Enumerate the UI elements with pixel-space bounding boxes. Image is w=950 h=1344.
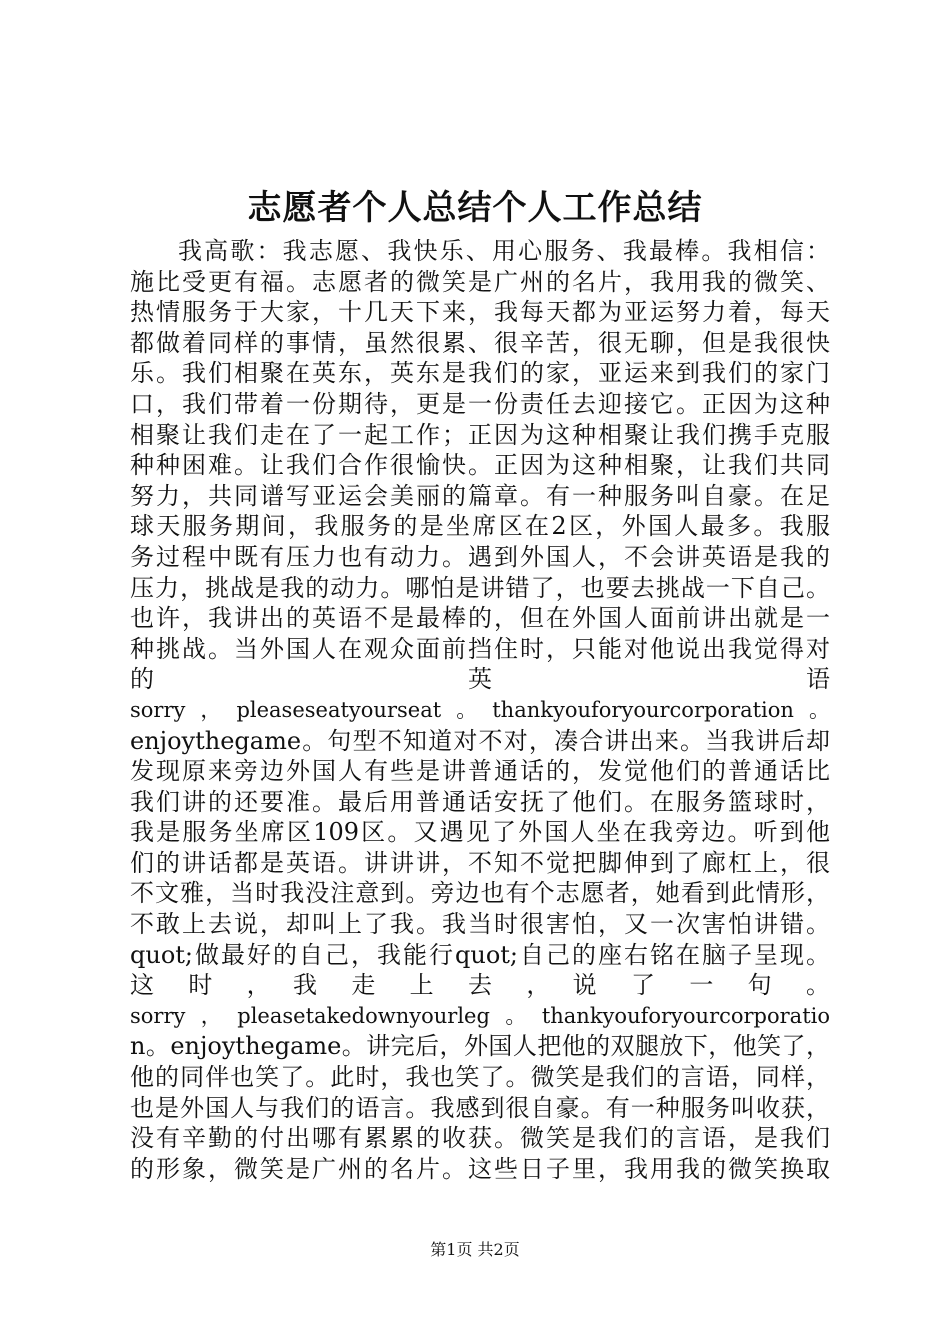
- paragraph-line: 不敢上去说，却叫上了我。我当时很害怕，又一次害怕讲错。: [130, 910, 830, 939]
- paragraph-line: 的 英 语: [130, 665, 830, 694]
- paragraph-line: 我高歌：我志愿、我快乐、用心服务、我最棒。我相信：: [178, 237, 830, 265]
- paragraph-line: 球天服务期间，我服务的是坐席区在2区，外国人最多。我服: [130, 512, 830, 541]
- paragraph-line: 热情服务于大家，十几天下来，我每天都为亚运努力着，每天: [130, 298, 830, 327]
- paragraph-line: 种种困难。让我们合作很愉快。正因为这种相聚，让我们共同: [130, 451, 830, 480]
- paragraph-line: sorry，pleaseseatyourseat。thankyouforyourcorporation。: [130, 697, 830, 722]
- paragraph-line: 口，我们带着一份期待，更是一份责任去迎接它。正因为这种: [130, 389, 830, 418]
- paragraph-line: 不文雅，当时我没注意到。旁边也有个志愿者，她看到此情形，: [130, 879, 830, 908]
- paragraph-line: 都做着同样的事情，虽然很累、很辛苦，很无聊，但是我很快: [130, 328, 830, 357]
- page-number-footer: 第1页 共2页: [430, 1240, 520, 1259]
- document-title: 志愿者个人总结个人工作总结: [247, 188, 703, 228]
- paragraph-line: 也许，我讲出的英语不是最棒的，但在外国人面前讲出就是一: [130, 604, 830, 633]
- paragraph-line: quot;做最好的自己，我能行quot;自己的座右铭在脑子呈现。: [130, 940, 830, 969]
- paragraph-line: 们的讲话都是英语。讲讲讲，不知不觉把脚伸到了廊杠上，很: [130, 848, 830, 877]
- paragraph-line: 压力，挑战是我的动力。哪怕是讲错了，也要去挑战一下自己。: [130, 573, 830, 602]
- paragraph-line: 乐。我们相聚在英东，英东是我们的家，亚运来到我们的家门: [130, 359, 830, 388]
- paragraph-line: enjoythegame。句型不知道对不对，凑合讲出来。当我讲后却: [130, 726, 830, 755]
- paragraph-line: 相聚让我们走在了一起工作；正因为这种相聚让我们携手克服: [130, 420, 830, 449]
- paragraph-line: 他的同伴也笑了。此时，我也笑了。微笑是我们的言语，同样，: [130, 1063, 830, 1092]
- paragraph-line: sorry，pleasetakedownyourleg。thankyouforyourcorporatio: [130, 1003, 830, 1028]
- paragraph-line: n。enjoythegame。讲完后，外国人把他的双腿放下，他笑了，: [130, 1032, 830, 1061]
- paragraph-line: 的形象，微笑是广州的名片。这些日子里，我用我的微笑换取: [130, 1154, 830, 1183]
- paragraph-line: 也是外国人与我们的语言。我感到很自豪。有一种服务叫收获，: [130, 1093, 830, 1122]
- paragraph-line: 种挑战。当外国人在观众面前挡住时，只能对他说出我觉得对: [130, 634, 830, 663]
- paragraph-line: 我是服务坐席区109区。又遇见了外国人坐在我旁边。听到他: [130, 818, 830, 847]
- paragraph-line: 没有辛勤的付出哪有累累的收获。微笑是我们的言语，是我们: [130, 1124, 830, 1153]
- paragraph-line: 努力，共同谱写亚运会美丽的篇章。有一种服务叫自豪。在足: [130, 481, 830, 510]
- paragraph-line: 务过程中既有压力也有动力。遇到外国人，不会讲英语是我的: [130, 542, 830, 571]
- paragraph-line: 发现原来旁边外国人有些是讲普通话的，发觉他们的普通话比: [130, 757, 830, 786]
- paragraph-line: 这 时 ， 我 走 上 去 ， 说 了 一 句 。: [130, 971, 830, 1000]
- paragraph-line: 施比受更有福。志愿者的微笑是广州的名片，我用我的微笑、: [130, 267, 830, 296]
- paragraph-line: 我们讲的还要准。最后用普通话安抚了他们。在服务篮球时，: [130, 787, 830, 816]
- document-body: [130, 236, 830, 1184]
